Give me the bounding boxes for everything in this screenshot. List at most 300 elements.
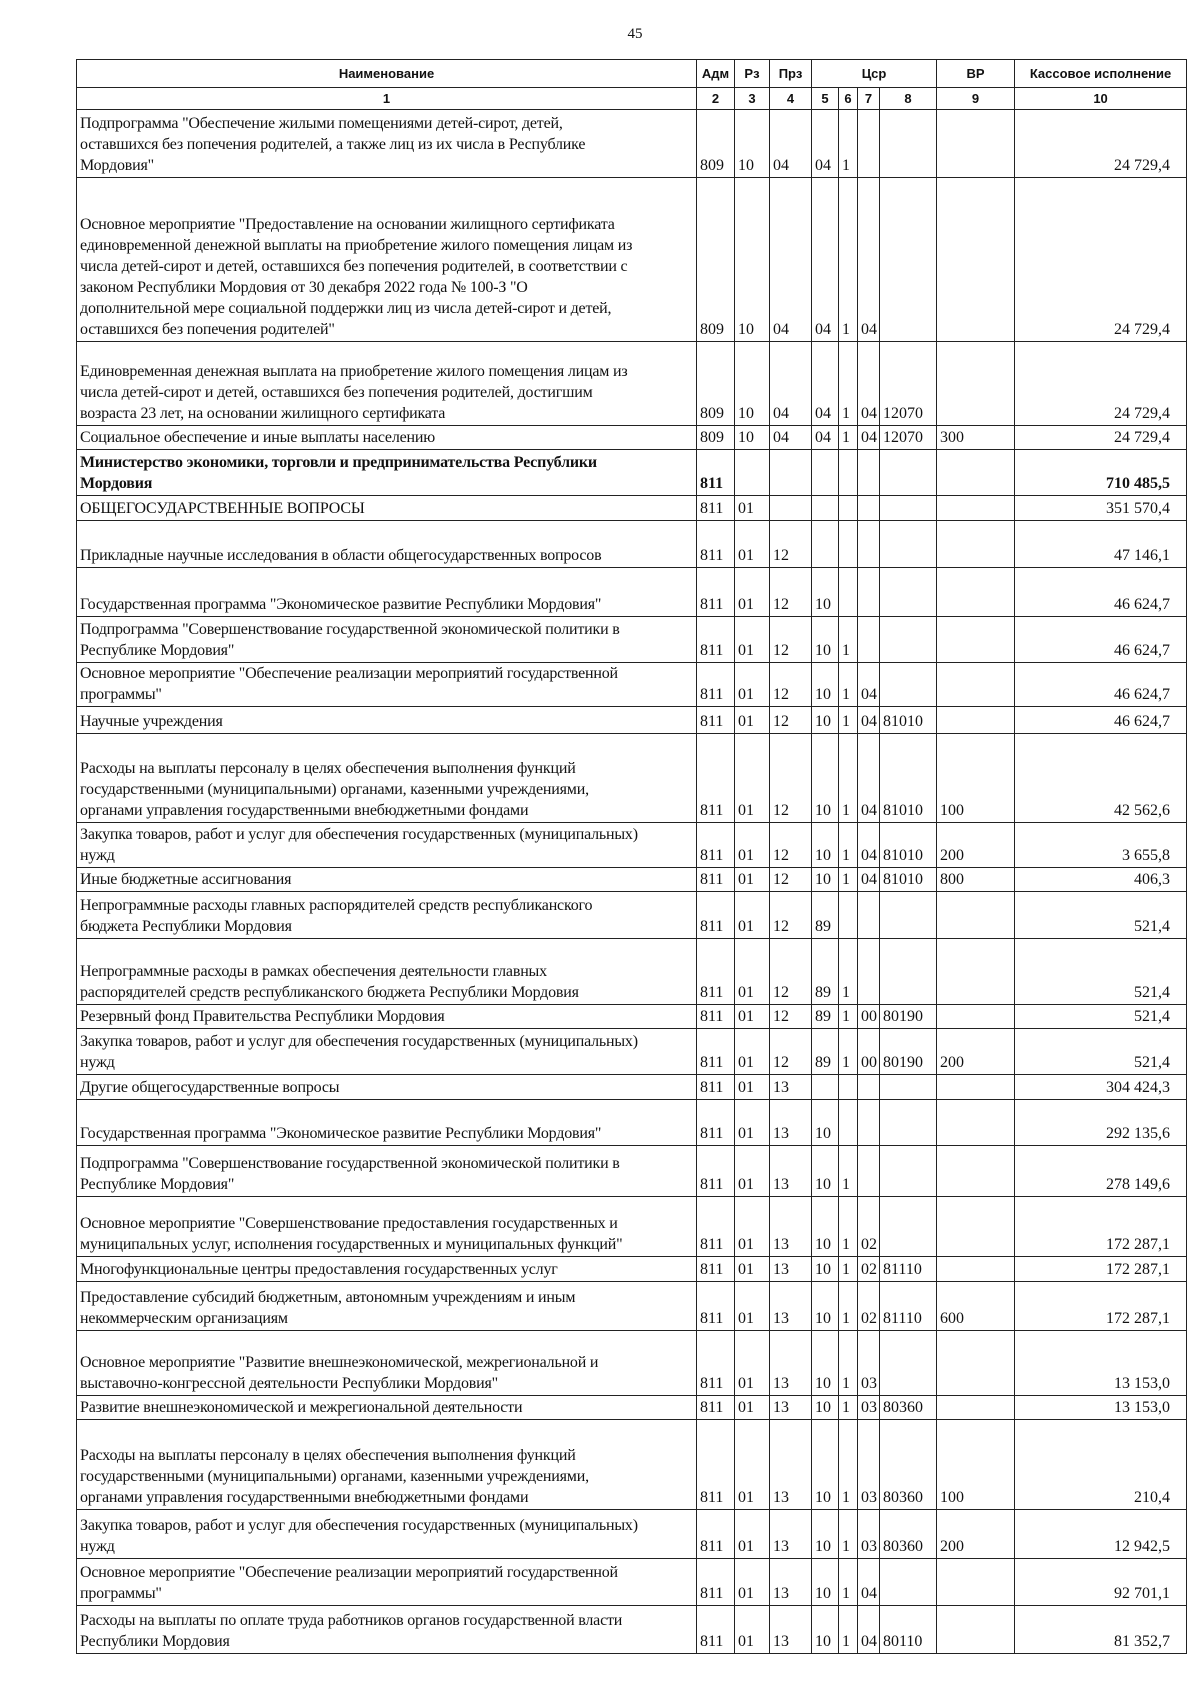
cell-c8 — [880, 939, 937, 1005]
cell-c6: 1 — [839, 342, 858, 426]
cell-rz: 01 — [735, 1029, 770, 1075]
cell-prz: 12 — [770, 939, 812, 1005]
cell-c8: 12070 — [880, 426, 937, 450]
cell-vr — [937, 568, 1015, 617]
table-row — [77, 892, 1187, 939]
cell-c8: 80360 — [880, 1510, 937, 1559]
table-row — [77, 1029, 1187, 1075]
cell-rz: 01 — [735, 1197, 770, 1257]
cell-c6: 1 — [839, 939, 858, 1005]
cell-rz: 01 — [735, 521, 770, 568]
cell-rz: 01 — [735, 1606, 770, 1654]
header-name: Наименование — [77, 60, 697, 88]
table-row — [77, 450, 1187, 496]
cell-adm: 809 — [697, 426, 735, 450]
cell-amount: 24 729,4 — [1015, 110, 1187, 178]
row-name: Предоставление субсидий бюджетным, автономным учреждениям и иным некоммерческим организациям — [77, 1282, 697, 1331]
cell-rz: 10 — [735, 178, 770, 342]
table-row — [77, 1257, 1187, 1282]
row-name: Основное мероприятие "Обеспечение реализации мероприятий государственной программы" — [77, 1559, 697, 1606]
cell-c7 — [858, 110, 880, 178]
cell-adm: 811 — [697, 568, 735, 617]
table-row — [77, 1420, 1187, 1510]
cell-c6: 1 — [839, 1331, 858, 1396]
cell-adm: 811 — [697, 617, 735, 663]
cell-c7 — [858, 939, 880, 1005]
cell-prz: 13 — [770, 1257, 812, 1282]
cell-prz: 13 — [770, 1510, 812, 1559]
cell-c5: 89 — [812, 1005, 839, 1029]
cell-c7: 04 — [858, 823, 880, 868]
cell-adm: 811 — [697, 1282, 735, 1331]
cell-vr — [937, 1005, 1015, 1029]
cell-c5: 10 — [812, 617, 839, 663]
cell-c6: 1 — [839, 1396, 858, 1420]
table-row — [77, 1559, 1187, 1606]
cell-amount: 278 149,6 — [1015, 1146, 1187, 1197]
cell-c8 — [880, 892, 937, 939]
header-rz: Рз — [735, 60, 770, 88]
cell-c5 — [812, 496, 839, 521]
table-row — [77, 1146, 1187, 1197]
cell-c6 — [839, 1075, 858, 1100]
cell-adm: 811 — [697, 1396, 735, 1420]
cell-vr — [937, 1606, 1015, 1654]
cell-c7 — [858, 617, 880, 663]
row-name: Закупка товаров, работ и услуг для обеспечения государственных (муниципальных) нужд — [77, 1029, 697, 1075]
cell-c6: 1 — [839, 707, 858, 734]
cell-vr — [937, 450, 1015, 496]
cell-c8 — [880, 617, 937, 663]
cell-c8 — [880, 1331, 937, 1396]
cell-amount: 24 729,4 — [1015, 426, 1187, 450]
cell-c5: 10 — [812, 734, 839, 823]
cell-adm: 809 — [697, 110, 735, 178]
cell-vr: 200 — [937, 1510, 1015, 1559]
cell-adm: 811 — [697, 1075, 735, 1100]
cell-prz: 13 — [770, 1075, 812, 1100]
cell-vr: 200 — [937, 1029, 1015, 1075]
cell-adm: 811 — [697, 707, 735, 734]
cell-rz: 01 — [735, 734, 770, 823]
table-row — [77, 110, 1187, 178]
column-number: 1 — [77, 88, 697, 110]
header-prz: Прз — [770, 60, 812, 88]
cell-c8 — [880, 110, 937, 178]
row-name: Подпрограмма "Обеспечение жилыми помещениями детей-сирот, детей, оставшихся без попечения родителей, а также лиц из их числа в Республике Мордовия" — [77, 110, 697, 178]
cell-c7: 00 — [858, 1005, 880, 1029]
table-row — [77, 1282, 1187, 1331]
cell-vr — [937, 939, 1015, 1005]
row-name: Иные бюджетные ассигнования — [77, 868, 697, 892]
cell-c8 — [880, 568, 937, 617]
cell-amount: 406,3 — [1015, 868, 1187, 892]
column-number: 3 — [735, 88, 770, 110]
cell-adm: 811 — [697, 663, 735, 707]
cell-adm: 809 — [697, 342, 735, 426]
cell-rz: 01 — [735, 1100, 770, 1146]
cell-c5: 10 — [812, 707, 839, 734]
table-row — [77, 426, 1187, 450]
row-name: Подпрограмма "Совершенствование государственной экономической политики в Республике Мордовия" — [77, 617, 697, 663]
cell-amount: 521,4 — [1015, 1029, 1187, 1075]
cell-adm: 811 — [697, 521, 735, 568]
cell-c6: 1 — [839, 868, 858, 892]
cell-rz: 01 — [735, 707, 770, 734]
row-name: Непрограммные расходы главных распорядителей средств республиканского бюджета Республики Мордовия — [77, 892, 697, 939]
cell-vr — [937, 1396, 1015, 1420]
cell-c7: 04 — [858, 663, 880, 707]
cell-c5: 10 — [812, 1510, 839, 1559]
cell-c7: 03 — [858, 1510, 880, 1559]
cell-amount: 47 146,1 — [1015, 521, 1187, 568]
cell-prz: 13 — [770, 1396, 812, 1420]
cell-vr — [937, 1146, 1015, 1197]
cell-c7: 04 — [858, 868, 880, 892]
cell-prz: 13 — [770, 1197, 812, 1257]
cell-c7: 02 — [858, 1197, 880, 1257]
cell-c7: 04 — [858, 1606, 880, 1654]
cell-rz: 01 — [735, 496, 770, 521]
table-row — [77, 568, 1187, 617]
cell-c5: 10 — [812, 1100, 839, 1146]
cell-prz: 12 — [770, 892, 812, 939]
cell-c5 — [812, 521, 839, 568]
row-name: Государственная программа "Экономическое развитие Республики Мордовия" — [77, 1100, 697, 1146]
cell-c6: 1 — [839, 1606, 858, 1654]
cell-rz: 01 — [735, 1510, 770, 1559]
cell-prz: 12 — [770, 521, 812, 568]
cell-c7 — [858, 496, 880, 521]
cell-prz: 04 — [770, 426, 812, 450]
cell-amount: 710 485,5 — [1015, 450, 1187, 496]
cell-amount: 304 424,3 — [1015, 1075, 1187, 1100]
page-number: 45 — [627, 26, 643, 42]
row-name: Расходы на выплаты персоналу в целях обеспечения выполнения функций государственными (муниципальными) органами, казенными учреждениями, органами управления государственными внебюджетными фондами — [77, 1420, 697, 1510]
cell-rz: 01 — [735, 617, 770, 663]
table-row — [77, 663, 1187, 707]
cell-c5: 10 — [812, 1146, 839, 1197]
row-name: Социальное обеспечение и иные выплаты населению — [77, 426, 697, 450]
cell-c7 — [858, 521, 880, 568]
cell-prz: 12 — [770, 663, 812, 707]
cell-prz: 13 — [770, 1282, 812, 1331]
column-number: 10 — [1015, 88, 1187, 110]
column-number: 5 — [812, 88, 839, 110]
cell-c5: 89 — [812, 939, 839, 1005]
cell-adm: 811 — [697, 1559, 735, 1606]
cell-adm: 811 — [697, 1420, 735, 1510]
cell-c5: 04 — [812, 426, 839, 450]
cell-rz: 01 — [735, 892, 770, 939]
cell-amount: 3 655,8 — [1015, 823, 1187, 868]
cell-adm: 811 — [697, 1146, 735, 1197]
cell-prz — [770, 450, 812, 496]
table-row — [77, 1197, 1187, 1257]
cell-c6: 1 — [839, 1029, 858, 1075]
cell-c8: 80190 — [880, 1029, 937, 1075]
cell-c8 — [880, 663, 937, 707]
cell-c7: 04 — [858, 426, 880, 450]
table-row — [77, 734, 1187, 823]
table-row — [77, 1005, 1187, 1029]
cell-amount: 210,4 — [1015, 1420, 1187, 1510]
cell-vr: 300 — [937, 426, 1015, 450]
cell-c8 — [880, 450, 937, 496]
cell-c5: 10 — [812, 823, 839, 868]
header-amount: Кассовое исполнение — [1015, 60, 1187, 88]
cell-c7 — [858, 568, 880, 617]
cell-c6 — [839, 892, 858, 939]
cell-c6: 1 — [839, 1005, 858, 1029]
cell-prz: 12 — [770, 868, 812, 892]
cell-c8: 80110 — [880, 1606, 937, 1654]
row-name: Основное мероприятие "Обеспечение реализации мероприятий государственной программы" — [77, 663, 697, 707]
cell-rz: 01 — [735, 663, 770, 707]
cell-c6 — [839, 1100, 858, 1146]
cell-c5: 10 — [812, 1606, 839, 1654]
cell-amount: 292 135,6 — [1015, 1100, 1187, 1146]
cell-rz: 01 — [735, 1075, 770, 1100]
cell-amount: 46 624,7 — [1015, 707, 1187, 734]
header-csr: Цср — [812, 60, 937, 88]
cell-c5: 89 — [812, 1029, 839, 1075]
row-name: Основное мероприятие "Развитие внешнеэкономической, межрегиональной и выставочно-конгрессной деятельности Республики Мордовия" — [77, 1331, 697, 1396]
cell-c8: 81010 — [880, 823, 937, 868]
cell-adm: 811 — [697, 868, 735, 892]
cell-c7: 03 — [858, 1331, 880, 1396]
table-row — [77, 1606, 1187, 1654]
cell-amount: 172 287,1 — [1015, 1257, 1187, 1282]
cell-c6: 1 — [839, 734, 858, 823]
cell-c7 — [858, 450, 880, 496]
row-name: Научные учреждения — [77, 707, 697, 734]
cell-amount: 521,4 — [1015, 892, 1187, 939]
cell-rz: 01 — [735, 1396, 770, 1420]
cell-vr — [937, 707, 1015, 734]
cell-amount: 172 287,1 — [1015, 1197, 1187, 1257]
table-row — [77, 178, 1187, 342]
table-row — [77, 868, 1187, 892]
row-name: Государственная программа "Экономическое развитие Республики Мордовия" — [77, 568, 697, 617]
cell-c5: 10 — [812, 568, 839, 617]
cell-rz: 01 — [735, 1331, 770, 1396]
cell-c5: 10 — [812, 868, 839, 892]
cell-c5: 10 — [812, 1396, 839, 1420]
cell-adm: 811 — [697, 1257, 735, 1282]
cell-rz: 01 — [735, 939, 770, 1005]
cell-vr: 800 — [937, 868, 1015, 892]
cell-c7: 03 — [858, 1396, 880, 1420]
cell-prz: 12 — [770, 823, 812, 868]
cell-c6 — [839, 450, 858, 496]
cell-c8 — [880, 521, 937, 568]
cell-c5: 04 — [812, 178, 839, 342]
cell-c7: 04 — [858, 342, 880, 426]
table-row — [77, 617, 1187, 663]
cell-c6: 1 — [839, 1197, 858, 1257]
row-name: Закупка товаров, работ и услуг для обеспечения государственных (муниципальных) нужд — [77, 823, 697, 868]
cell-c7: 04 — [858, 707, 880, 734]
cell-prz: 12 — [770, 734, 812, 823]
table-row — [77, 1510, 1187, 1559]
column-number: 4 — [770, 88, 812, 110]
column-number: 9 — [937, 88, 1015, 110]
cell-c6: 1 — [839, 1420, 858, 1510]
cell-c7 — [858, 1075, 880, 1100]
cell-vr — [937, 663, 1015, 707]
cell-c8: 81110 — [880, 1257, 937, 1282]
column-number: 7 — [858, 88, 880, 110]
cell-rz: 10 — [735, 426, 770, 450]
cell-adm: 811 — [697, 823, 735, 868]
cell-amount: 172 287,1 — [1015, 1282, 1187, 1331]
cell-c5: 89 — [812, 892, 839, 939]
header-adm: Адм — [697, 60, 735, 88]
cell-c5: 10 — [812, 1559, 839, 1606]
cell-c6: 1 — [839, 1559, 858, 1606]
header-row — [77, 60, 1187, 88]
table-row — [77, 1100, 1187, 1146]
cell-vr — [937, 617, 1015, 663]
column-number: 2 — [697, 88, 735, 110]
cell-prz: 04 — [770, 178, 812, 342]
cell-adm: 811 — [697, 450, 735, 496]
cell-c6 — [839, 521, 858, 568]
table-row — [77, 939, 1187, 1005]
cell-adm: 811 — [697, 1005, 735, 1029]
cell-c8 — [880, 496, 937, 521]
column-number: 8 — [880, 88, 937, 110]
cell-vr: 100 — [937, 734, 1015, 823]
column-number-row — [77, 88, 1187, 110]
cell-c6: 1 — [839, 110, 858, 178]
cell-rz: 01 — [735, 868, 770, 892]
cell-c7: 00 — [858, 1029, 880, 1075]
cell-amount: 46 624,7 — [1015, 617, 1187, 663]
cell-c6 — [839, 568, 858, 617]
cell-amount: 46 624,7 — [1015, 663, 1187, 707]
cell-c6: 1 — [839, 426, 858, 450]
cell-prz: 13 — [770, 1100, 812, 1146]
cell-c7: 02 — [858, 1282, 880, 1331]
cell-adm: 809 — [697, 178, 735, 342]
cell-amount: 521,4 — [1015, 939, 1187, 1005]
cell-vr — [937, 1257, 1015, 1282]
cell-c5: 10 — [812, 1282, 839, 1331]
cell-adm: 811 — [697, 1100, 735, 1146]
cell-c7 — [858, 1100, 880, 1146]
cell-vr — [937, 1559, 1015, 1606]
cell-vr — [937, 1100, 1015, 1146]
row-name: Другие общегосударственные вопросы — [77, 1075, 697, 1100]
column-number: 6 — [839, 88, 858, 110]
cell-c8: 81010 — [880, 707, 937, 734]
cell-c6: 1 — [839, 823, 858, 868]
row-name: Основное мероприятие "Предоставление на основании жилищного сертификата единовременной денежной выплаты на приобретение жилого помещения лицам из числа детей-сирот и детей, оставшихся без попечения родителей, в соответствии с законом Республики Мордовия от 30 декабря 2022 года № 100-З "О дополнительной мере социальной поддержки лиц из числа детей-сирот и детей, оставшихся без попечения родителей" — [77, 178, 697, 342]
cell-c5: 10 — [812, 1257, 839, 1282]
cell-amount: 351 570,4 — [1015, 496, 1187, 521]
cell-prz: 12 — [770, 1005, 812, 1029]
cell-c5: 10 — [812, 1420, 839, 1510]
cell-c6: 1 — [839, 617, 858, 663]
cell-adm: 811 — [697, 1029, 735, 1075]
cell-prz: 04 — [770, 110, 812, 178]
cell-rz: 01 — [735, 1146, 770, 1197]
cell-c5: 10 — [812, 663, 839, 707]
cell-prz — [770, 496, 812, 521]
cell-c8: 80360 — [880, 1420, 937, 1510]
cell-c7: 04 — [858, 178, 880, 342]
cell-c5: 10 — [812, 1197, 839, 1257]
cell-prz: 12 — [770, 1029, 812, 1075]
cell-amount: 12 942,5 — [1015, 1510, 1187, 1559]
cell-c8 — [880, 1197, 937, 1257]
cell-c6: 1 — [839, 1257, 858, 1282]
cell-vr — [937, 892, 1015, 939]
cell-prz: 12 — [770, 568, 812, 617]
budget-table — [76, 59, 1187, 1654]
table-row — [77, 823, 1187, 868]
row-name: Прикладные научные исследования в области общегосударственных вопросов — [77, 521, 697, 568]
cell-c8 — [880, 1075, 937, 1100]
row-name: ОБЩЕГОСУДАРСТВЕННЫЕ ВОПРОСЫ — [77, 496, 697, 521]
row-name: Многофункциональные центры предоставления государственных услуг — [77, 1257, 697, 1282]
cell-c5: 04 — [812, 110, 839, 178]
cell-adm: 811 — [697, 939, 735, 1005]
cell-rz: 01 — [735, 1420, 770, 1510]
row-name: Министерство экономики, торговли и предпринимательства Республики Мордовия — [77, 450, 697, 496]
table-row — [77, 707, 1187, 734]
row-name: Закупка товаров, работ и услуг для обеспечения государственных (муниципальных) нужд — [77, 1510, 697, 1559]
row-name: Основное мероприятие "Совершенствование предоставления государственных и муниципальных услуг, исполнения государственных и муниципальных функций" — [77, 1197, 697, 1257]
cell-rz: 01 — [735, 1559, 770, 1606]
cell-rz: 10 — [735, 342, 770, 426]
cell-c8: 81010 — [880, 734, 937, 823]
cell-c6: 1 — [839, 663, 858, 707]
cell-vr: 200 — [937, 823, 1015, 868]
cell-c6: 1 — [839, 178, 858, 342]
cell-adm: 811 — [697, 1331, 735, 1396]
header-vr: ВР — [937, 60, 1015, 88]
cell-rz: 01 — [735, 568, 770, 617]
cell-c7 — [858, 1146, 880, 1197]
cell-vr — [937, 342, 1015, 426]
cell-adm: 811 — [697, 1510, 735, 1559]
cell-amount: 24 729,4 — [1015, 178, 1187, 342]
cell-c7: 03 — [858, 1420, 880, 1510]
table-body — [77, 110, 1187, 1654]
cell-adm: 811 — [697, 734, 735, 823]
row-name: Непрограммные расходы в рамках обеспечения деятельности главных распорядителей средств республиканского бюджета Республики Мордовия — [77, 939, 697, 1005]
table-row — [77, 1331, 1187, 1396]
cell-c5 — [812, 450, 839, 496]
table-row — [77, 342, 1187, 426]
cell-amount: 24 729,4 — [1015, 342, 1187, 426]
cell-c7: 02 — [858, 1257, 880, 1282]
row-name: Расходы на выплаты по оплате труда работников органов государственной власти Республики Мордовия — [77, 1606, 697, 1654]
cell-amount: 13 153,0 — [1015, 1331, 1187, 1396]
cell-prz: 13 — [770, 1146, 812, 1197]
cell-vr — [937, 178, 1015, 342]
cell-rz: 01 — [735, 823, 770, 868]
cell-vr — [937, 496, 1015, 521]
cell-c5: 10 — [812, 1331, 839, 1396]
cell-c8: 80190 — [880, 1005, 937, 1029]
cell-c6: 1 — [839, 1510, 858, 1559]
row-name: Развитие внешнеэкономической и межрегиональной деятельности — [77, 1396, 697, 1420]
cell-prz: 13 — [770, 1559, 812, 1606]
